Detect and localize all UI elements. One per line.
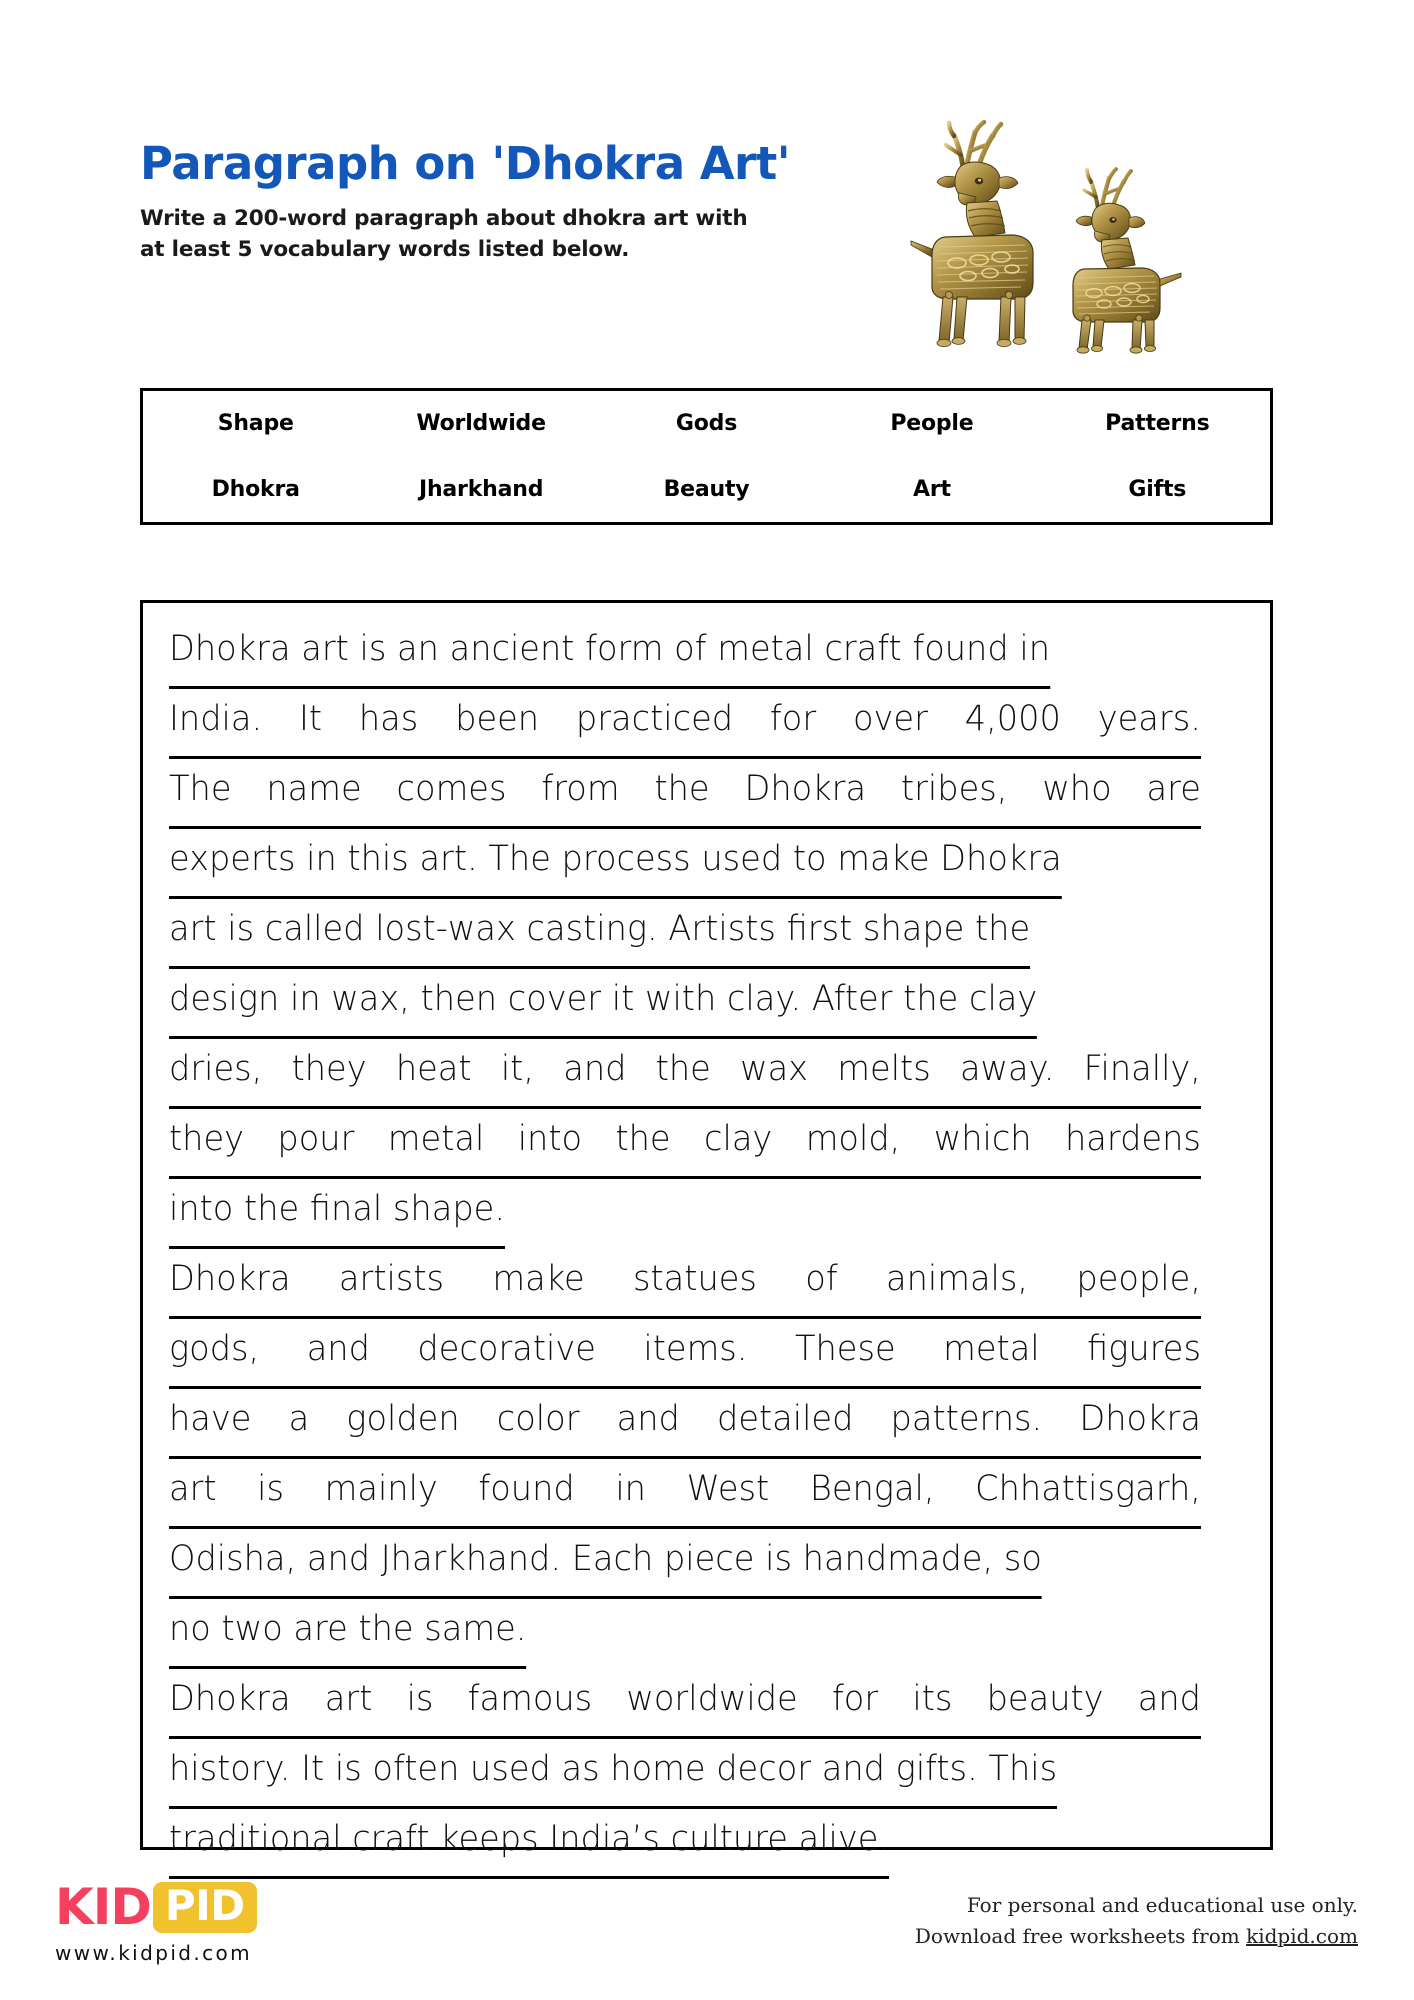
answer-word: its <box>912 1679 953 1719</box>
answer-word: animals, <box>886 1259 1029 1299</box>
vocabulary-row-1 <box>143 391 1270 457</box>
answer-word: The <box>169 769 232 809</box>
kidpid-link[interactable]: kidpid.com <box>1246 1924 1358 1948</box>
instructions-line-2: at least 5 vocabulary words listed below. <box>140 237 630 263</box>
answer-word: it, <box>500 1049 535 1089</box>
vocabulary-word: Gods <box>675 411 738 437</box>
answer-word: worldwide <box>626 1679 798 1719</box>
answer-word: away. <box>959 1049 1055 1089</box>
answer-word: Dhokra <box>1079 1399 1201 1439</box>
answer-word: a <box>288 1399 310 1439</box>
answer-line <box>169 1249 1201 1319</box>
answer-word: metal <box>387 1119 485 1159</box>
answer-word: Finally, <box>1083 1049 1201 1089</box>
page-title: Paragraph on 'Dhokra Art' <box>140 137 791 190</box>
logo-pid-text: PID <box>153 1882 257 1933</box>
answer-line <box>169 1319 1201 1389</box>
answer-word: 4,000 <box>964 699 1061 739</box>
logo-kid-text: KID <box>55 1878 151 1936</box>
footer-note-line-1: For personal and educational use only. <box>966 1893 1358 1917</box>
answer-word: melts <box>837 1049 931 1089</box>
answer-word: gods, <box>169 1329 260 1369</box>
answer-word: Chhattisgarh, <box>975 1469 1201 1509</box>
page-footer <box>0 1870 1414 2000</box>
answer-word: and <box>1137 1679 1201 1719</box>
answer-paragraph-box[interactable] <box>140 600 1273 1859</box>
answer-word: pour <box>277 1119 355 1159</box>
answer-word: golden <box>346 1399 460 1439</box>
answer-word: into <box>517 1119 583 1159</box>
vocabulary-word: Gifts <box>1128 476 1187 502</box>
answer-line <box>169 1669 1201 1739</box>
answer-line: history. It is often used as home decor and gifts. This <box>169 1739 1057 1809</box>
vocabulary-word: Dhokra <box>211 476 300 502</box>
answer-word: comes <box>396 769 507 809</box>
vocabulary-word: Worldwide <box>416 411 546 437</box>
answer-line: design in wax, then cover it with clay. After the clay <box>169 969 1037 1039</box>
answer-line <box>169 1459 1201 1529</box>
answer-word: decorative <box>417 1329 596 1369</box>
answer-word: are <box>1146 769 1201 809</box>
answer-word: dries, <box>169 1049 263 1089</box>
logo-mark <box>55 1880 257 1934</box>
answer-word: they <box>169 1119 245 1159</box>
answer-word: figures <box>1087 1329 1201 1369</box>
answer-word: India. <box>169 699 263 739</box>
answer-word: art <box>169 1469 217 1509</box>
answer-line: art is called lost-wax casting. Artists first shape the <box>169 899 1030 969</box>
answer-word: clay <box>704 1119 773 1159</box>
answer-word: make <box>492 1259 585 1299</box>
answer-word: Dhokra <box>169 1259 291 1299</box>
answer-word: years. <box>1097 699 1201 739</box>
answer-line: into the final shape. <box>169 1179 505 1249</box>
answer-line: Dhokra art is an ancient form of metal craft found in <box>169 619 1050 689</box>
answer-word: in <box>615 1469 646 1509</box>
deer-large <box>911 122 1033 347</box>
vocabulary-word: Patterns <box>1105 411 1210 437</box>
answer-word: Dhokra <box>744 769 867 809</box>
answer-word: the <box>615 1119 671 1159</box>
answer-word: artists <box>338 1259 445 1299</box>
answer-word: of <box>805 1259 838 1299</box>
kidpid-logo <box>55 1880 257 1965</box>
vocabulary-word: People <box>890 411 974 437</box>
answer-word: for <box>831 1679 879 1719</box>
answer-word: practiced <box>575 699 734 739</box>
answer-word: patterns. <box>890 1399 1043 1439</box>
answer-line <box>169 1039 1201 1109</box>
answer-word: the <box>654 769 710 809</box>
footer-note-prefix: Download free worksheets from <box>914 1924 1247 1948</box>
deer-small <box>1073 169 1181 353</box>
answer-word: who <box>1042 769 1112 809</box>
worksheet-header <box>140 137 880 266</box>
vocabulary-word: Shape <box>217 411 294 437</box>
answer-word: heat <box>395 1049 472 1089</box>
answer-line: experts in this art. The process used to make Dhokra <box>169 829 1062 899</box>
answer-word: metal <box>943 1329 1040 1369</box>
answer-word: mainly <box>324 1469 438 1509</box>
answer-word: the <box>655 1049 711 1089</box>
answer-word: they <box>291 1049 367 1089</box>
answer-word: and <box>306 1329 370 1369</box>
answer-word: famous <box>467 1679 593 1719</box>
answer-line <box>169 1389 1201 1459</box>
answer-word: mold, <box>805 1119 901 1159</box>
answer-line <box>169 1109 1201 1179</box>
footer-note-line-2 <box>915 1921 1358 1952</box>
answer-word: hardens <box>1064 1119 1201 1159</box>
answer-word: name <box>266 769 362 809</box>
answer-word: over <box>852 699 928 739</box>
answer-line <box>169 689 1201 759</box>
answer-word: which <box>933 1119 1032 1159</box>
answer-word: is <box>406 1679 434 1719</box>
answer-word: found <box>478 1469 575 1509</box>
logo-url: www.kidpid.com <box>55 1941 253 1965</box>
vocabulary-word: Beauty <box>663 476 750 502</box>
answer-word: has <box>358 699 419 739</box>
answer-word: been <box>455 699 540 739</box>
answer-line <box>169 759 1201 829</box>
answer-word: and <box>563 1049 627 1089</box>
answer-word: It <box>298 699 323 739</box>
answer-word: and <box>616 1399 680 1439</box>
answer-word: These <box>794 1329 896 1369</box>
answer-word: is <box>257 1469 285 1509</box>
answer-word: wax <box>740 1049 809 1089</box>
dhokra-deer-statues-image <box>905 105 1245 355</box>
footer-note <box>915 1890 1358 1952</box>
answer-word: Dhokra <box>169 1679 291 1719</box>
vocabulary-word: Jharkhand <box>418 476 544 502</box>
vocabulary-row-2 <box>143 457 1270 523</box>
answer-line: Odisha, and Jharkhand. Each piece is handmade, so <box>169 1529 1042 1599</box>
vocabulary-box <box>140 388 1273 525</box>
answer-line: no two are the same. <box>169 1599 526 1669</box>
answer-word: Bengal, <box>809 1469 935 1509</box>
instructions-line-1: Write a 200-word paragraph about dhokra art with <box>140 206 748 232</box>
answer-word: statues <box>632 1259 757 1299</box>
answer-word: for <box>769 699 817 739</box>
answer-word: beauty <box>986 1679 1104 1719</box>
vocabulary-word: Art <box>913 476 951 502</box>
answer-word: detailed <box>716 1399 854 1439</box>
answer-word: items. <box>643 1329 748 1369</box>
answer-word: West <box>686 1469 770 1509</box>
instructions <box>140 203 860 265</box>
answer-word: art <box>324 1679 373 1719</box>
answer-word: people, <box>1076 1259 1201 1299</box>
answer-word: color <box>496 1399 580 1439</box>
answer-line: traditional craft keeps India’s culture alive. <box>169 1809 889 1879</box>
answer-word: from <box>541 769 620 809</box>
answer-word: tribes, <box>900 769 1008 809</box>
answer-word: have <box>169 1399 252 1439</box>
